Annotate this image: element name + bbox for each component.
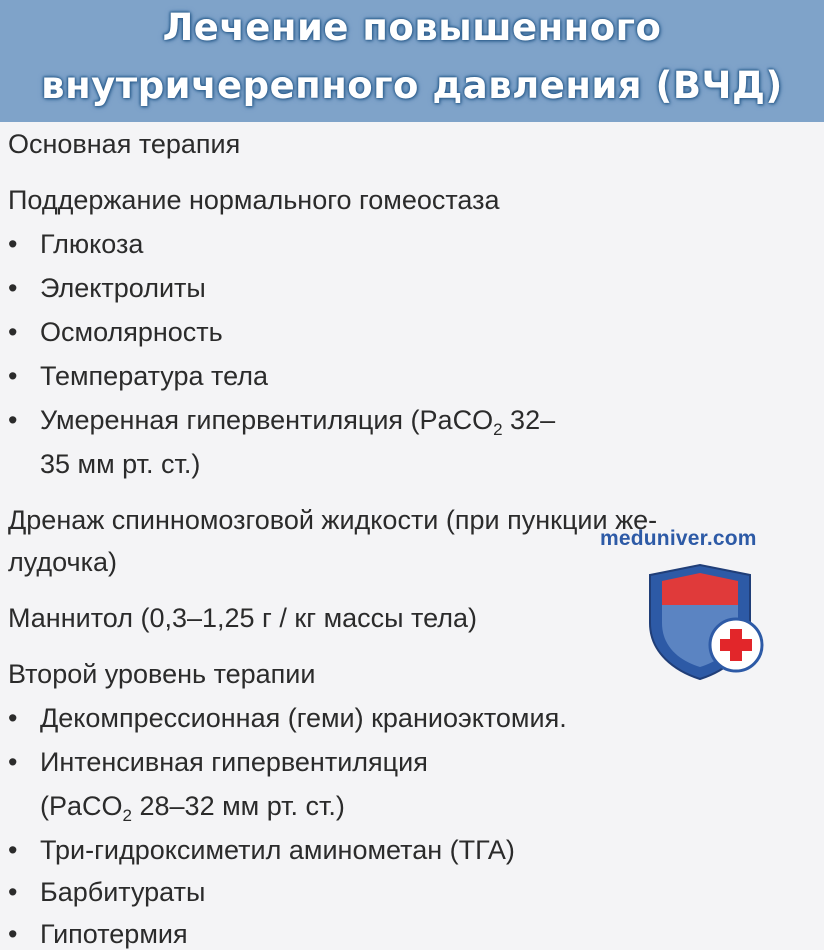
hypervent-text-b: 32– bbox=[502, 405, 556, 435]
drainage-line-2: лудочка) bbox=[8, 547, 118, 577]
drainage-line-1: Дренаж спинномозговой жидкости (при пункции же- bbox=[8, 505, 658, 535]
intensive-continuation bbox=[40, 790, 345, 825]
subscript-2: 2 bbox=[122, 806, 132, 825]
list-item-label bbox=[40, 404, 556, 439]
page-title-line-1: Лечение повышенного bbox=[162, 6, 662, 49]
bullet-icon: • bbox=[8, 361, 18, 391]
list-item-label: Глюкоза bbox=[40, 229, 144, 259]
shield-red-cross-icon bbox=[640, 563, 770, 683]
list-item-label: Гипотермия bbox=[40, 919, 188, 949]
bullet-icon: • bbox=[8, 877, 18, 907]
list-item bbox=[8, 272, 608, 304]
title-banner bbox=[0, 0, 824, 122]
list-item bbox=[8, 746, 708, 825]
list-item bbox=[8, 360, 608, 392]
list-item-label: Осмолярность bbox=[40, 317, 223, 347]
list-item bbox=[8, 404, 708, 480]
section-homeostasis: Поддержание нормального гомеостаза bbox=[8, 185, 500, 215]
hypervent-text-a: Умеренная гипервентиляция (PaCO bbox=[40, 405, 494, 435]
section-second-level: Второй уровень терапии bbox=[8, 659, 316, 689]
list-item bbox=[8, 228, 608, 260]
list-item-label: Декомпрессионная (геми) краниоэктомия. bbox=[40, 703, 567, 733]
list-item-label: Температура тела bbox=[40, 361, 268, 391]
list-item-label: Электролиты bbox=[40, 273, 206, 303]
list-item bbox=[8, 702, 708, 734]
bullet-icon: • bbox=[8, 747, 18, 777]
bullet-icon: • bbox=[8, 273, 18, 303]
intensive-text-c: 28–32 мм рт. ст.) bbox=[132, 791, 345, 821]
bullet-icon: • bbox=[8, 317, 18, 347]
list-item-label: Три-гидроксиметил аминометан (ТГА) bbox=[40, 835, 515, 865]
section-basic-therapy: Основная терапия bbox=[8, 129, 241, 159]
bullet-icon: • bbox=[8, 835, 18, 865]
bullet-icon: • bbox=[8, 919, 18, 949]
list-item bbox=[8, 316, 608, 348]
list-item-label: Барбитураты bbox=[40, 877, 206, 907]
list-item-label: Интенсивная гипервентиляция bbox=[40, 747, 428, 777]
bullet-icon: • bbox=[8, 229, 18, 259]
list-item bbox=[8, 834, 708, 866]
intensive-text-b: (PaCO bbox=[40, 791, 123, 821]
subscript-2: 2 bbox=[493, 420, 503, 439]
watermark-site-text: meduniver.com bbox=[600, 527, 757, 550]
list-item bbox=[8, 876, 708, 908]
mannitol-line: Маннитол (0,3–1,25 г / кг массы тела) bbox=[8, 603, 477, 633]
bullet-icon: • bbox=[8, 405, 18, 435]
bullet-icon: • bbox=[8, 703, 18, 733]
page-title-line-2: внутричерепного давления (ВЧД) bbox=[41, 64, 783, 107]
list-item bbox=[8, 918, 708, 950]
hypervent-continuation: 35 мм рт. ст.) bbox=[40, 449, 201, 479]
